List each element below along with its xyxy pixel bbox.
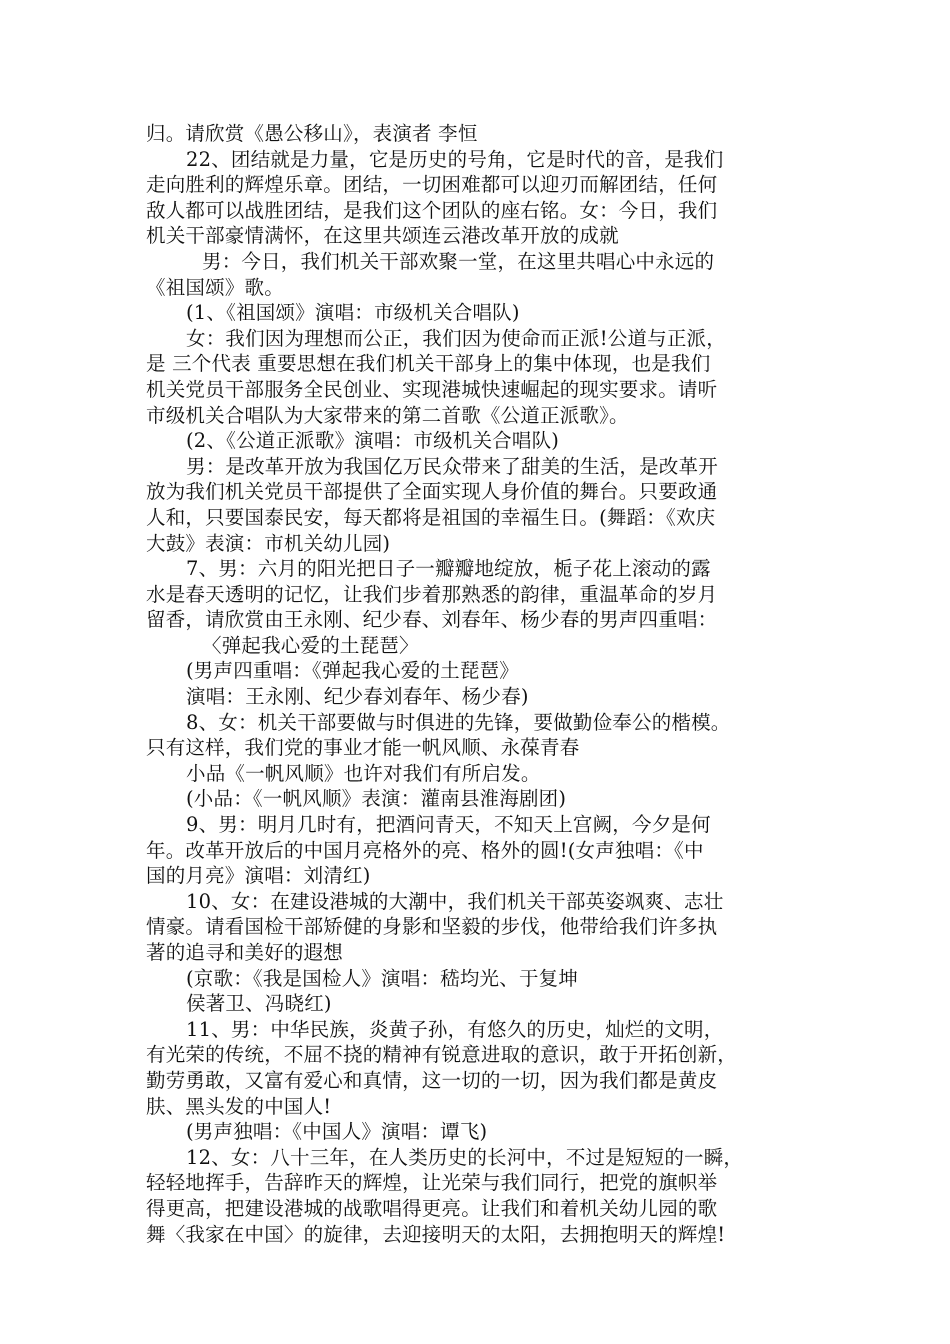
text-line: 9、男：明月几时有，把酒问青天，不知天上宫阙，今夕是何 (186, 813, 711, 837)
text-line: 男：是改革开放为我国亿万民众带来了甜美的生活，是改革开 (186, 454, 718, 478)
text-line: 小品《一帆风顺》也许对我们有所启发。 (186, 761, 541, 785)
text-line: (男声四重唱：《弹起我心爱的土琵琶》 (186, 659, 519, 683)
text-line: 8、女：机关干部要做与时俱进的先锋，要做勤俭奉公的楷模。 (186, 710, 731, 734)
text-line: 走向胜利的辉煌乐章。团结，一切困难都可以迎刃而解团结，任何 (146, 173, 718, 197)
text-line: 是 三个代表 重要思想在我们机关干部身上的集中体现，也是我们 (146, 352, 711, 376)
text-line: 有光荣的传统，不屈不挠的精神有锐意进取的意识，敢于开拓创新， (146, 1043, 738, 1067)
text-line: 7、男：六月的阳光把日子一瓣瓣地绽放，栀子花上滚动的露 (186, 557, 711, 581)
text-line: 轻轻地挥手，告辞昨天的辉煌，让光荣与我们同行，把党的旗帜举 (146, 1171, 718, 1195)
text-line: 得更高，把建设港城的战歌唱得更亮。让我们和着机关幼儿园的歌 (146, 1196, 718, 1220)
text-line: 只有这样，我们党的事业才能一帆风顺、永葆青春 (146, 736, 580, 760)
text-line: 国的月亮》演唱：刘清红) (146, 864, 371, 888)
text-line: (男声独唱：《中国人》演唱：谭飞) (186, 1120, 488, 1144)
text-line: 敌人都可以战胜团结，是我们这个团队的座右铭。女：今日，我们 (146, 198, 718, 222)
text-line: 市级机关合唱队为大家带来的第二首歌《公道正派歌》。 (146, 403, 629, 427)
text-line: 留香，请欣赏由王永刚、纪少春、刘春年、杨少春的男声四重唱： (146, 608, 718, 632)
document-body (146, 121, 826, 1247)
text-line: 情豪。请看国检干部矫健的身影和坚毅的步伐，他带给我们许多执 (146, 915, 718, 939)
text-line: (2、《公道正派歌》演唱：市级机关合唱队) (186, 429, 560, 453)
text-line: 12、女：八十三年，在人类历史的长河中，不过是短短的一瞬， (186, 1145, 744, 1169)
text-line: 舞〈我家在中国〉的旋律，去迎接明天的太阳，去拥抱明天的辉煌! (146, 1222, 726, 1246)
text-line: 肤、黑头发的中国人! (146, 1094, 332, 1118)
text-line: 归。请欣赏《愚公移山》，表演者 李恒 (146, 122, 478, 145)
text-line: 年。改革开放后的中国月亮格外的亮、格外的圆!(女声独唱：《中 (146, 838, 704, 862)
text-line: 10、女：在建设港城的大潮中，我们机关干部英姿飒爽、志壮 (186, 889, 724, 913)
text-line: 机关党员干部服务全民创业、实现港城快速崛起的现实要求。请听 (146, 377, 718, 401)
text-line: 〈弹起我心爱的土琵琶〉 (202, 633, 419, 657)
text-line: 大鼓》表演：市机关幼儿园) (146, 531, 391, 555)
text-line: 22、团结就是力量，它是历史的号角，它是时代的音，是我们 (186, 147, 724, 171)
text-line: 著的追寻和美好的遐想 (146, 941, 344, 964)
text-line: 勤劳勇敢，又富有爱心和真情，这一切的一切，因为我们都是黄皮 (146, 1068, 718, 1092)
text-line: 放为我们机关党员干部提供了全面实现人身价值的舞台。只要政通 (146, 480, 718, 504)
text-line: (1、《祖国颂》演唱：市级机关合唱队) (186, 301, 520, 325)
text-line: 演唱：王永刚、纪少春刘春年、杨少春) (186, 685, 529, 709)
text-line: 《祖国颂》歌。 (146, 275, 284, 299)
text-line: 女：我们因为理想而公正，我们因为使命而正派!公道与正派， (186, 326, 726, 350)
text-line: 侯著卫、冯晓红) (186, 992, 332, 1016)
text-line: 机关干部豪情满怀，在这里共颂连云港改革开放的成就 (146, 224, 619, 248)
text-line: 11、男：中华民族，炎黄子孙，有悠久的历史，灿烂的文明， (186, 1017, 724, 1041)
text-line: (小品：《一帆风顺》表演：灌南县淮海剧团) (186, 787, 567, 811)
text-line: 人和，只要国泰民安，每天都将是祖国的幸福生日。(舞蹈：《欢庆 (146, 505, 716, 529)
text-line: 男：今日，我们机关干部欢聚一堂，在这里共唱心中永远的 (202, 249, 715, 273)
text-line: 水是春天透明的记忆，让我们步着那熟悉的韵律，重温革命的岁月 (146, 582, 718, 606)
text-line: (京歌：《我是国检人》演唱：嵇均光、于复坤 (186, 966, 579, 990)
